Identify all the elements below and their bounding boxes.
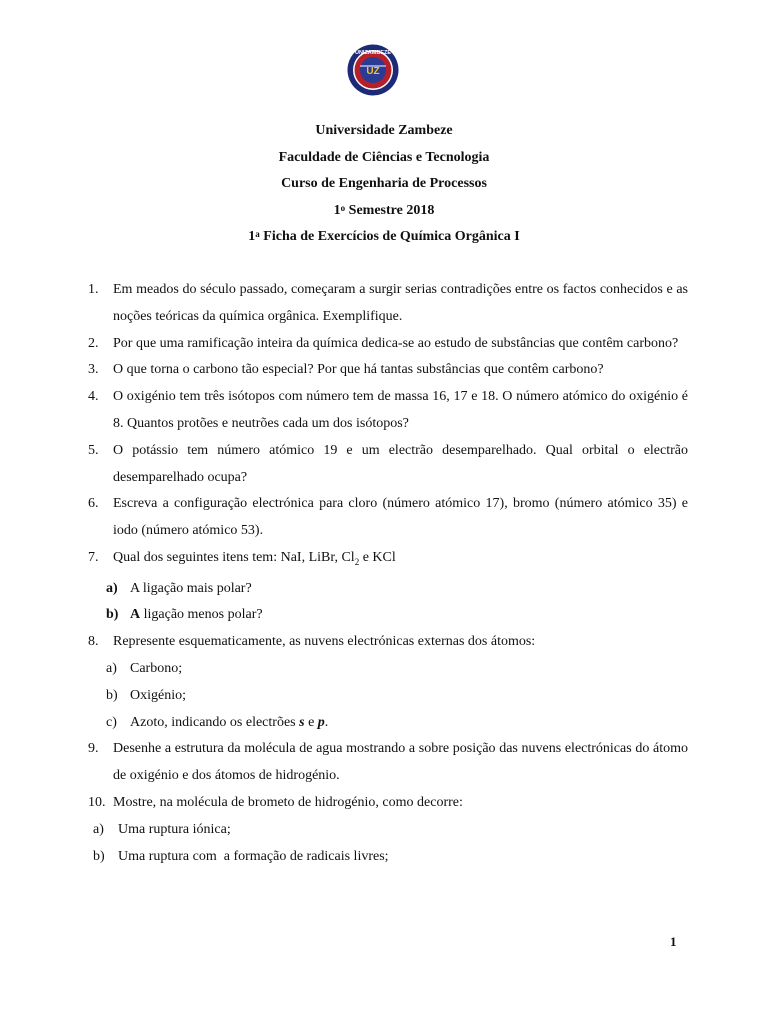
exercise-number: 1.	[88, 282, 99, 297]
exercise-item	[88, 629, 688, 656]
university-logo	[347, 44, 399, 96]
exercise-item	[88, 384, 688, 438]
sub-item	[88, 710, 688, 737]
exercise-number: 5.	[88, 442, 99, 458]
exercise-text: Por que uma ramificação inteira da química dedica-se ao estudo de substâncias que contêm carbono?	[113, 335, 679, 351]
sub-item-letter: b)	[106, 607, 119, 623]
header-course: Curso de Engenharia de Processos	[281, 176, 487, 191]
sub-item-letter: a)	[106, 580, 118, 596]
sub-item	[88, 602, 688, 629]
exercise-text: O potássio tem número atómico 19 e um electrão desemparelhado. Qual orbital o electrão desemparelhado ocupa?	[113, 442, 688, 485]
document-header	[0, 118, 768, 251]
exercise-text: Em meados do século passado, começaram a surgir serias contradições entre os factos conhecidos e as noções teóricas da química orgânica. Exemplifique.	[113, 282, 688, 324]
exercise-item	[88, 277, 688, 331]
exercise-number: 4.	[88, 389, 99, 405]
exercise-text: O que torna o carbono tão especial? Por que há tantas substâncias que contêm carbono?	[113, 362, 604, 378]
sub-item	[88, 683, 688, 710]
header-worksheet-title: 1$^a$ Ficha de Exercícios de Química Orgânica I	[248, 229, 520, 244]
sub-item-text: A ligação menos polar?	[130, 607, 263, 623]
logo-text-top: UNIZAMBEZE	[354, 50, 392, 56]
exercise-item	[88, 790, 688, 817]
sub-item-letter: a)	[93, 821, 104, 837]
header-university: Universidade Zambeze	[315, 123, 453, 138]
sub-item-letter: a)	[106, 660, 117, 676]
sub-item	[88, 844, 688, 871]
sub-item	[88, 817, 688, 844]
sub-item-letter: c)	[106, 714, 117, 730]
exercise-item	[88, 438, 688, 492]
sub-item-text: Carbono;	[130, 660, 183, 676]
sub-item-letter: b)	[93, 848, 105, 864]
sub-item	[88, 656, 688, 683]
exercise-item	[88, 491, 688, 545]
exercise-list	[88, 277, 688, 870]
exercise-number: 6.	[88, 496, 99, 512]
sub-item-text: Uma ruptura com a formação de radicais livres;	[118, 848, 389, 864]
exercise-text: Qual dos seguintes itens tem: NaI, LiBr, $Cl_2$ e KCl	[113, 549, 396, 567]
exercise-text: Escreva a configuração electrónica para cloro (número atómico 17), bromo (número atómico 35) e iodo (número atómico 53).	[113, 496, 688, 539]
page-number: 1	[670, 934, 677, 949]
exercise-number: 7.	[88, 549, 99, 565]
logo-monogram: UZ	[366, 66, 380, 77]
sub-item-text: Azoto, indicando os electrões s e p.	[130, 714, 329, 730]
exercise-number: 9.	[88, 741, 99, 757]
exercise-item	[88, 545, 688, 576]
exercise-number: 3.	[88, 362, 99, 378]
exercise-number: 8.	[88, 634, 99, 650]
header-faculty: Faculdade de Ciências e Tecnologia	[278, 149, 490, 165]
header-semester: 1$^o$ Semestre 2018	[333, 202, 435, 218]
exercise-text: Mostre, na molécula de brometo de hidrogénio, como decorre:	[113, 794, 463, 810]
exercise-item	[88, 331, 688, 358]
sub-item-text: Uma ruptura iónica;	[118, 821, 231, 837]
exercise-number: 2.	[88, 335, 99, 351]
exercise-item	[88, 736, 688, 790]
exercise-text: Desenhe a estrutura da molécula de agua mostrando a sobre posição das nuvens electrónicas do átomo de oxigénio e dos átomos de hidrogénio.	[113, 741, 688, 784]
sub-item-text: Oxigénio;	[130, 687, 186, 703]
exercise-item	[88, 357, 688, 384]
sub-item-letter: b)	[106, 687, 118, 703]
exercise-text: O oxigénio tem três isótopos com número tem de massa 16, 17 e 18. O número atómico do oxigénio é 8. Quantos protões e neutrões cada um dos isótopos?	[113, 389, 688, 431]
exercise-text: Represente esquematicamente, as nuvens electrónicas externas dos átomos:	[113, 634, 536, 650]
sub-item-text: A ligação mais polar?	[130, 580, 252, 596]
sub-item	[88, 576, 688, 603]
exercise-number: 10.	[88, 794, 106, 810]
